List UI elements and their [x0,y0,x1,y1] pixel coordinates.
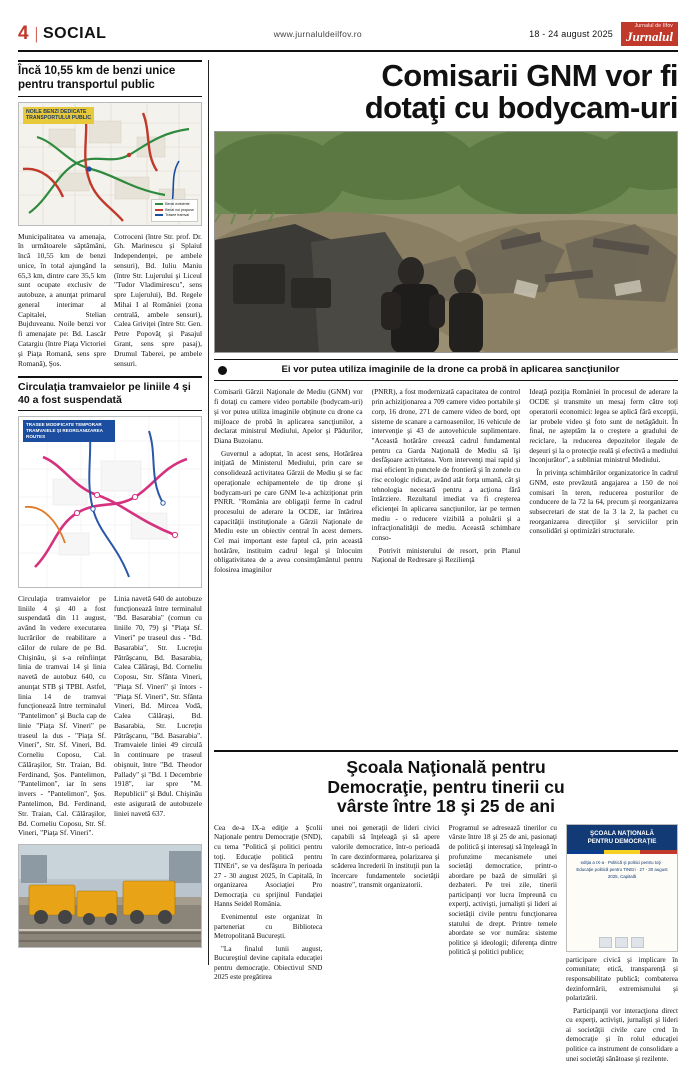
left-rail [18,60,202,948]
bus-lanes-col-1: Municipalitatea va amenaja, în următoarele săptămâni, încă 10,55 km de benzi unice, în total ajungând la 65,3 km, dintre care 35,5 km sunt ocupate exclusiv de autobuze, a anunţat primarul general interimar al Capitalei, Stelian Bujduveanu. Noile benzi vor fi amenajate pe: Bd. Lascăr Catargiu (între Piaţa Victoriei şi Piaţa Romană, sens spre Romană), Şos. [18,231,106,368]
paragraph: participare civică şi implicare în comunitate; etică, transparenţă şi responsabilitate publică; combaterea dezinformării, extremismului şi polarizării. [565,955,678,1003]
page-number: 4 [18,23,29,44]
paragraph: unei noi generaţii de lideri civici capabili să înţeleagă şi să apere valorile democratice, într-o perioadă în care dezinformarea, polarizarea şi scăderea încrederii în instituţii pun la încercare fundamentele societăţii noastre", transmit organizatorii. [331,823,440,890]
bus-lanes-col-2: Cotroceni (între Str. prof. Dr. Gh. Marinescu şi Splaiul Independenţei, pe ambele sensuri), Bd. Iuliu Maniu (între Str. Lujerului şi Liceul "Tudor Vladimirescu", sens spre Lujerului), Bd. Regele Mihai I al României (zona centrală, ambele sensuri), Calea Griviţei (între Str. Gen. Petre Popovăţ şi Pasajul Grant, sens spre pasaj), Drumul Taberei, pe ambele sensuri. [114,231,202,368]
photo-caption-row [214,359,678,381]
issue-date: 18 - 24 august 2025 [529,29,614,39]
paragraph: Cea de-a IX-a ediţie a Şcolii Naţionale pentru Democraţie (SND), cu tema "Politică şi politici pentru toţi. Educaţie politică pentru TINEri", se va desfăşura în perioada 27 - 30 august 2025, în Capitală, în organizarea Asociaţiei Pro Democraţia cu sprijinul Fundaţiei Hanns Seidel România. [214,823,323,909]
map-title: NOILE BENZI DEDICATE TRANSPORTULUI PUBLIC [23,107,94,124]
column-divider [208,60,209,965]
paragraph: "La finalul lunii august, Bucureştiul devine capitala educaţiei pentru democraţie. Obiectivul SND 2025 este pregătirea [214,944,323,982]
paragraph: Potrivit ministerului de resort, prin Planul Naţional de Redresare şi Rezilienţă [371,545,521,565]
main-col-1 [214,387,363,655]
paragraph: Programul se adresează tinerilor cu vârste între 18 şi 25 de ani, pasionaţi de politică şi interesaţi să înţeleagă în profunzime mecanismele unei societăţi democratice, printr-o abordare pe bază de simulări şi dezbateri. Pe trei zile, tinerii participanţi vor lucra împreună cu experţi, activişti, jurnalişti şi lideri ai societăţii civile pentru funcţionarea statului de drept. Printre temele abordate se vor număra: sisteme politice şi ideologii; diferenţa dintre politică şi politici publice; [448,823,557,957]
tram-routes-map-image [18,416,202,588]
main-col-3 [529,387,678,655]
bottom-article [214,750,678,1067]
website-url: www.jurnaluldeilfov.ro [273,29,362,39]
photo-caption: Ei vor putea utiliza imaginile de la drone ca probă în aplicarea sancţiunilor [281,364,620,376]
main-article-body [214,387,678,655]
bottom-article-body [214,824,678,1067]
main-headline: Comisarii GNM vor fi dotaţi cu bodycam-uri [364,58,678,125]
tram-body [18,594,202,838]
bottom-col-3 [449,824,557,1067]
logo-kicker: Jurnalul de Ilfov [634,23,673,29]
poster-title: ŞCOALA NAŢIONALĂ PENTRU DEMOCRAŢIE [567,825,677,851]
tram-col-1: Circulaţia tramvaielor pe liniile 4 şi 40 a fost suspendată din 11 august, având în vedere executarea lucrărilor de reabilitare a căilor de rulare de pe Bd. Chişinău, şi s-a reînfiinţat linia de tramvai 14 şi linia navetă de autobuz 640, cu anunţat STB şi TPBI. Astfel, linia 14 de tramvai funcţionează între terminalul "Pantelimon" şi Bucla cap de linie "Piaţa Sf. Vineri" pe traseul la dus - "Piaţa Sf. Vineri", Str. Sf. Vineri, Bd. Corneliu Coposu, Cal. Călăraşilor, Str. Traian, Bd. Ferdinand, Şos. Pantelimon, "Pantelimon", iar în sens invers - "Pantelimon", Şos. Pantelimon, Bd. Ferdinand, Str. Traian, Cal. Călăraşilor, Bd. Corneliu Coposu, Str. Sf. Vineri, "Piaţa Sf. Vineri". [18,593,106,838]
poster-sponsor-logos [567,937,677,948]
paragraph: Ideaţă poziţia României în procesul de aderare la OCDE şi transmite un mesaj ferm către toţi operatorii economici: legea se aplică fără excepţii, iar probele video şi foto sunt de netăgăduit. În final, ne aşteptăm la o creştere a gradului de reciclare, la reducerea depozitelor ilegale de deşeuri şi la o protecţie reală şi efectivă a mediului înconjurător", a subliniat ministrul Mediului. [529,387,678,465]
rail-headline-trams: Circulaţia tramvaielor pe liniile 4 şi 40 a fost suspendată [18,376,202,411]
poster-body-text: ediţia a IX-a · Politică şi politici pentru toţi · Educaţie politică pentru TINEri · 27 - 30 august 2025, Capitală [576,860,668,879]
paragraph: În privinţa schimbărilor organizatorice în cadrul GNM, este prevăzută angajarea a 150 de noi comisari în teren, reducerea posturilor de conducere de la 72 la 64, precum şi reorganizarea subsecretari de stat de la 3 la 2, la pachet cu reorganizarea direcţiilor şi serviciilor prin consolidări şi optimizări structurale. [529,468,678,536]
logo-wordmark: Jurnalul [626,29,673,44]
snd-poster-image [566,824,678,952]
folio-separator: | [34,24,38,43]
section-title: SOCIAL [42,25,107,42]
main-article [214,60,678,655]
bus-lanes-body [18,232,202,369]
map-legend: Benzi existente Benzi noi propuse Trasee tramvai [151,199,198,221]
bullet-dot-icon [218,366,227,375]
bottom-col-2 [331,824,439,1067]
paragraph: Evenimentul este organizat în parteneriat cu Biblioteca Metropolitană Bucureşti. [214,912,323,941]
tram-works-photo [18,844,202,948]
tram-col-2: Linia navetă 640 de autobuze funcţionează între terminalul "Bd. Basarabia" (comun cu liniile 70, 79) şi "Piaţa Sf. Vineri" pe traseul dus - "Bd. Basarabia", Str. Lucreţiu Pătrăşcanu, Bd. Basarabia, Calea Călăraşi, Bd. Corneliu Coposu, Str. Sfânta Vineri, "Piaţa Sf. Vineri" şi întors - "Piaţa Sf. Vineri", Str. Sfânta Vineri, Bd. Mircea Vodă, Calea Călăraşi, Bd. Basarabia, Str. Lucreţiu Pătrăşcanu, "Bd. Basarabia". Tramvaiele liniei 49 circulă în continuare pe traseul obişnuit, între "Bd. Theodor Pallady" şi "Bd. 1 Decembrie 1918", iar spre "M. Republicii" şi Bdul. Chişinău este asigurată de autobuzele liniei navetă 637. [114,593,202,818]
sponsor-logo-1 [599,937,612,948]
publication-logo [621,22,678,46]
bottom-headline: Şcoala Naţională pentru Democraţie, pentru tinerii cu vârste între 18 şi 25 de ani [327,757,565,817]
main-col-2 [372,387,521,655]
poster-flag-stripe [567,850,677,854]
tram-map-title: TRASEE MODIFICATE TEMPORAR TRAMVAIELE ŞI REORGANIZAREA ROUTES [23,420,115,442]
sponsor-logo-3 [631,937,644,948]
paragraph: Guvernul a adoptat, în acest sens, Hotărârea iniţiată de Ministerul Mediului, prin care se consolidează activitatea Gărzii de Mediu şi se fac operaţionale echipamentele de tip drone şi bodycam-uri pe care GNM le-a achiziţionat prin PNRR. "România are obligaţii ferme în cadrul procesului de aderare la OCDE, iar întărirea capacităţii instituţionale a Gărzii Naţionale de Mediu este un obiectiv central în acest demers. Cel mai important este faptul că, prin această hotărâre, instituim cadrul legal şi înlocuim obligativitatea de a avea consimţământul pentru folosirea imaginilor [214,448,363,575]
sponsor-logo-2 [615,937,628,948]
paragraph: (PNRR), a fost modernizată capacitatea de control prin achiziţionarea a 709 camere video portabile şi corp, 16 drone, 271 de camere video de bord, opt sisteme de scanare a carnoasenilor, 16 vehicule de intervenţie şi 43 de autovehicule suplimentare. "Această hotărâre creează cadrul fundamental pentru ca Garda Naţională de Mediu să îşi desfăşoare activitatea. Vorn intervenţi mai rapid şi mai eficient în punctele de frontieră şi în zonele cu risc ecologic ridicat, având atât forţa umană, cât şi tehnologia necesară pentru a acţiona fără întârziere. Rezultatul imediat va fi creşterea eficienţei în aplicarea sancţiunilor, iar pe termen mediu - o reducere vizibilă a poluării şi a infracţionalităţii de mediu. Această schimbare conso- [371,387,521,543]
rail-headline-bus-lanes: Încă 10,55 km de benzi unice pentru transportul public [18,60,202,97]
paragraph: Comisarii Gărzii Naţionale de Mediu (GNM) vor fi dotaţi cu camere video portabile (bodycam-uri) şi vor putea utiliza imaginile obţinute cu drone ca mijloace de probă în aplicarea sancţiunilor, a declarat ministrul Mediului, Apelor şi Pădurilor, Diana Buzoianu. [214,387,363,445]
main-article-photo [214,131,678,353]
paragraph: Participanţii vor interacţiona direct cu experţi, activişti, jurnalişti şi lideri ai societăţii civile care cred în democraţie şi în rolul educaţiei politice ca instrument de consolidare a unei societăţi sănătoase şi rezilente. [565,1006,678,1063]
bottom-col-1 [214,824,322,1067]
bottom-col-4 [566,824,678,1067]
bus-lanes-map-image [18,102,202,226]
masthead [18,22,678,52]
